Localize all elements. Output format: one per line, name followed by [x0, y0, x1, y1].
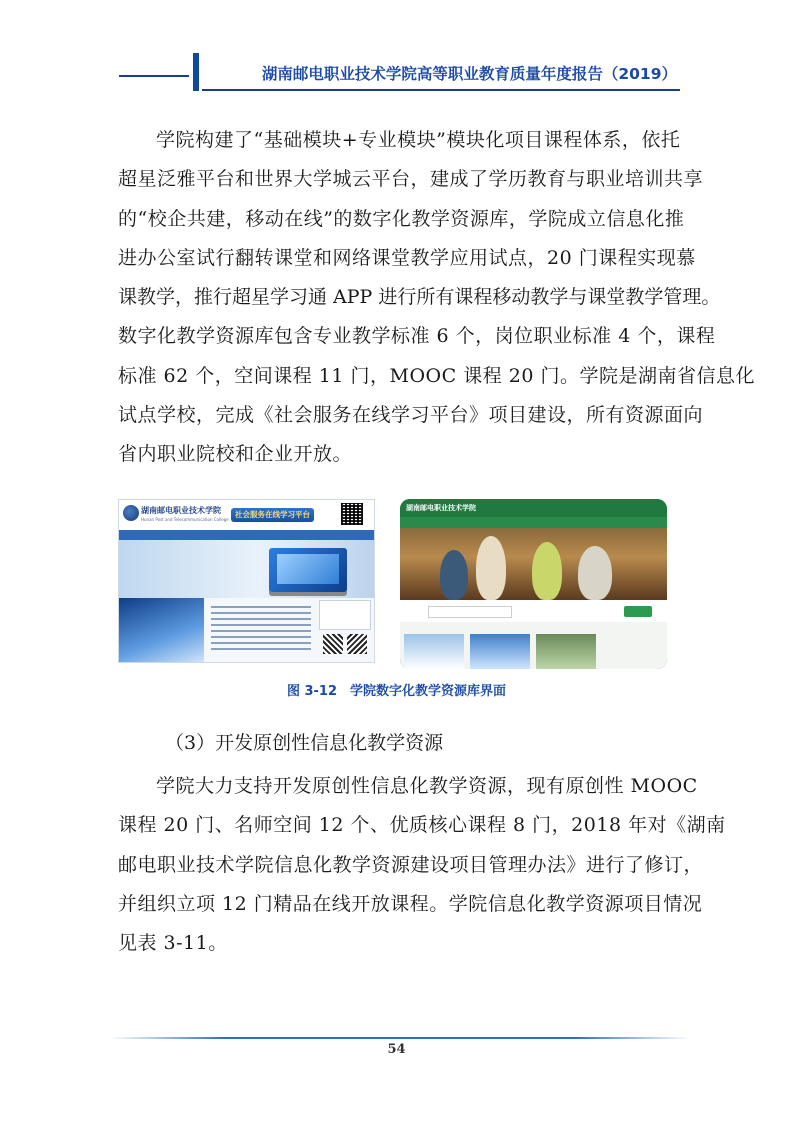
search-button [624, 606, 652, 617]
news-list [211, 606, 311, 654]
resource-search-bar [400, 600, 667, 622]
resource-site-header [400, 499, 667, 517]
school-logo-icon [123, 505, 139, 521]
laptop-illustration-icon [269, 548, 347, 592]
text-line: 进办公室试行翻转课堂和网络课堂教学应用试点，20 门课程实现慕 [118, 246, 696, 269]
school-name-english: Hunan Post and Telecommunication College [141, 517, 229, 522]
text-line: 学院大力支持开发原创性信息化教学资源，现有原创性 MOOC [156, 775, 698, 797]
person-figure [532, 542, 562, 600]
platform-title-banner: 社会服务在线学习平台 [231, 508, 314, 522]
text-line: 课程 20 门、名师空间 12 个、优质核心课程 8 门，2018 年对《湖南 [118, 814, 726, 837]
header-rule-left [119, 75, 189, 77]
text-line: 邮电职业技术学院信息化教学资源建设项目管理办法》进行了修订， [118, 853, 704, 876]
running-header-title: 湖南邮电职业技术学院高等职业教育质量年度报告（2019） [261, 65, 677, 83]
footer-rule [110, 1037, 690, 1039]
text-line: 的“校企共建，移动在线”的数字化教学资源库，学院成立信息化推 [118, 207, 685, 230]
qr-code-icon [323, 634, 343, 654]
person-figure [578, 546, 612, 600]
text-line: 数字化教学资源库包含专业教学标准 6 个，岗位职业标准 4 个，课程 [118, 325, 716, 348]
qr-code-icon [347, 634, 367, 654]
course-thumbnail [470, 634, 530, 669]
text-line: 并组织立项 12 门精品在线开放课程。学院信息化教学资源项目情况 [118, 892, 703, 915]
platform-nav-bar [119, 530, 374, 540]
login-box [319, 600, 371, 630]
qr-code-icon [341, 503, 363, 525]
person-figure [440, 550, 468, 600]
body-paragraph-2 [118, 767, 726, 963]
figure-online-learning-platform-screenshot [118, 499, 375, 663]
page-number: 54 [387, 1042, 406, 1057]
text-line: 学院构建了“基础模块+专业模块”模块化项目课程体系，依托 [156, 129, 681, 151]
text-line: 试点学校，完成《社会服务在线学习平台》项目建设，所有资源面向 [118, 404, 704, 427]
platform-header [119, 500, 374, 530]
course-thumbnail [536, 634, 596, 669]
platform-banner [119, 540, 374, 598]
promo-image [119, 598, 204, 662]
body-paragraph-1 [118, 121, 755, 475]
text-line: 标准 62 个，空间课程 11 门，MOOC 课程 20 门。学院是湖南省信息化 [118, 364, 755, 387]
platform-content-area [119, 598, 374, 662]
school-name: 湖南邮电职业技术学院 [141, 505, 221, 515]
text-line: 课教学，推行超星学习通 APP 进行所有课程移动教学与课堂教学管理。 [118, 286, 721, 309]
text-line: 超星泛雅平台和世界大学城云平台，建成了学历教育与职业培训共享 [118, 168, 704, 191]
course-thumbnail [404, 634, 464, 669]
students-photo [400, 528, 667, 600]
resource-site-title: 湖南邮电职业技术学院 [406, 504, 476, 512]
text-line: 省内职业院校和企业开放。 [118, 443, 353, 466]
figure-resource-library-screenshot [400, 499, 667, 669]
text-line: 见表 3-11。 [118, 932, 228, 955]
search-field [428, 606, 512, 618]
person-figure [476, 536, 506, 600]
header-accent-bar [193, 53, 199, 91]
section-subheading: （3）开发原创性信息化教学资源 [165, 732, 444, 754]
header-rule-right [202, 89, 680, 91]
featured-courses [400, 622, 667, 669]
resource-site-nav [400, 517, 667, 528]
figure-caption: 图 3-12 学院数字化教学资源库界面 [286, 684, 507, 699]
